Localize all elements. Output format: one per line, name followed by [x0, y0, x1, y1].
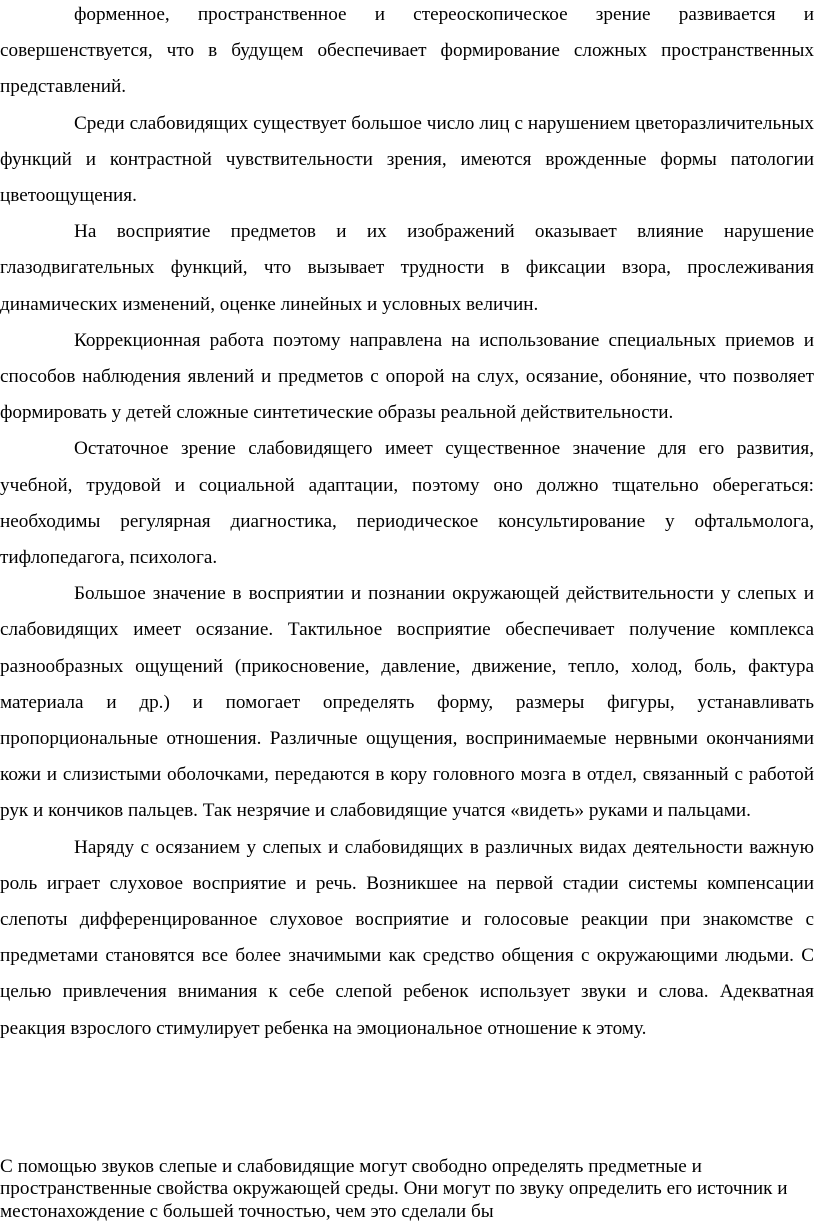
paragraph-2: Среди слабовидящих существует большое число лиц с нарушением цветоразличительных функций и контрастной чувствительности зрения, имеются врожденные формы патологии цветоощущения. — [0, 112, 814, 207]
paragraph-4: Коррекционная работа поэтому направлена на использование специальных приемов и способов наблюдения явлений и предметов с опорой на слух, осязание, обоняние, что позволяет формировать у детей сложные синтетические образы реальной действительности. — [0, 329, 814, 424]
paragraph-5: Остаточное зрение слабовидящего имеет существенное значение для его развития, учебной, трудовой и социальной адаптации, поэтому оно должно тщательно оберегаться: необходимы регулярная диагностика, периодическое консультирование у офтальмолога, тифлопедагога, психолога. — [0, 438, 814, 569]
paragraph-6: Большое значение в восприятии и познании окружающей действительности у слепых и слабовидящих имеет осязание. Тактильное восприятие обеспечивает получение комплекса разнообразных ощущений (прикосновение, давление, движение, тепло, холод, боль, фактура материала и др.) и помогает определять форму, размеры фигуры, устанавливать пропорциональные отношения. Различные ощущения, воспринимаемые нервными окончаниями кожи и слизистыми оболочками, передаются в кору головного мозга в отдел, связанный с работой рук и кончиков пальцев. Так незрячие и слабовидящие учатся «видеть» руками и пальцами. — [0, 583, 814, 822]
paragraph-1: форменное, пространственное и стереоскопическое зрение развивается и совершенствуется, что в будущем обеспечивает формирование сложных пространственных представлений. — [0, 4, 814, 98]
paragraph-7: Наряду с осязанием у слепых и слабовидящих в различных видах деятельности важную роль играет слуховое восприятие и речь. Возникшее на первой стадии системы компенсации слепоты дифференцированное слуховое восприятие и голосовые реакции при знакомстве с предметами становятся все более значимыми как средство общения с окружающими людьми. С целью привлечения внимания к себе слепой ребенок использует звуки и слова. Адекватная реакция взрослого стимулирует ребенка на эмоциональное отношение к этому. — [0, 836, 814, 1039]
paragraph-3: На восприятие предметов и их изображений оказывает влияние нарушение глазодвигательных функций, что вызывает трудности в фиксации взора, прослеживания динамических изменений, оценке линейных и условных величин. — [0, 221, 814, 315]
paragraph-8: С помощью звуков слепые и слабовидящие могут свободно определять предметные и пространственные свойства окружающей среды. Они могут по звуку определить его источник и местонахождение с большей точностью, чем это сделали бы — [0, 1156, 788, 1222]
